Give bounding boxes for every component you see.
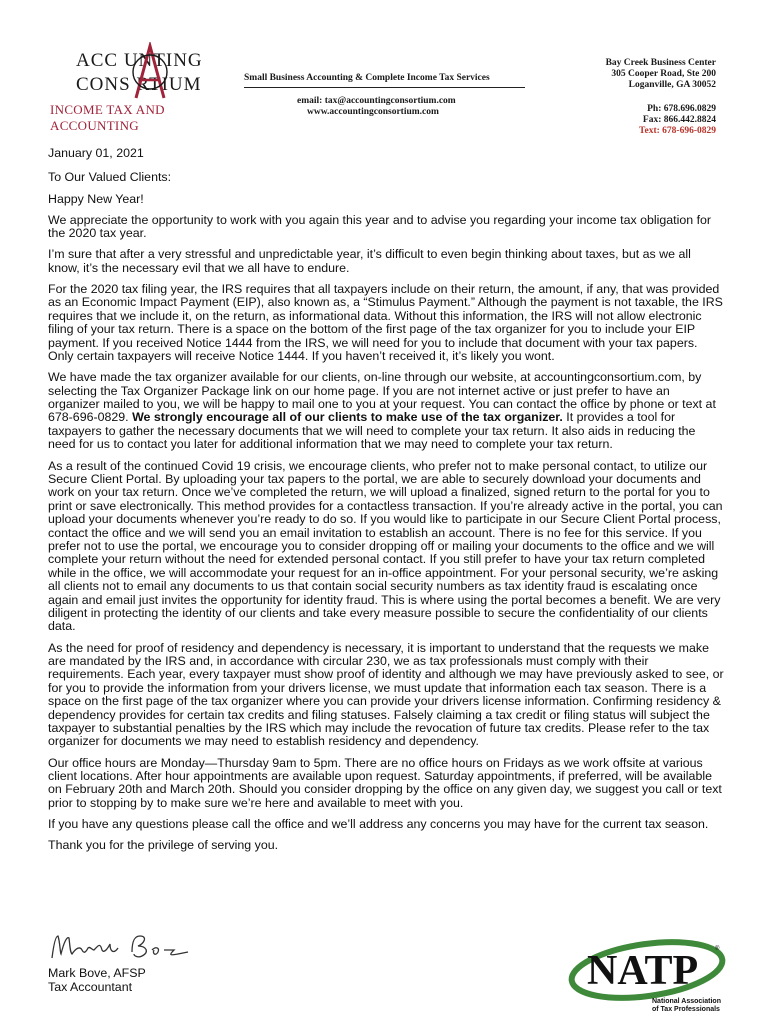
- paragraph-office-hours: Our office hours are Monday—Thursday 9am to 5pm. There are no office hours on Fridays as we work offsite at various client locations. After hour appointments are available upon request. Saturday appointments, if preferred, will be available on February 20th and March 20th. Should you consider dropping by the office on any given day, we suggest you call or text prior to stopping by to make sure we’re here and available to meet with you.: [48, 755, 722, 810]
- letter-closing: Thank you for the privilege of serving you.: [48, 838, 279, 853]
- fax-number: Fax: 866.442.8824: [642, 115, 716, 125]
- paragraph-questions: If you have any questions please call the office and we’ll address any concerns you may have for the current tax season.: [48, 817, 709, 832]
- address-line-1: Bay Creek Business Center: [605, 58, 716, 68]
- logo-line-accounting: ACC UNTING: [76, 50, 203, 71]
- company-logo: [50, 40, 220, 133]
- handwritten-signature: [48, 928, 198, 964]
- paragraph-organizer: [48, 371, 724, 451]
- letter-greeting: Happy New Year!: [48, 191, 144, 206]
- letter-salutation: To Our Valued Clients:: [48, 170, 172, 185]
- letter-body: [48, 147, 724, 860]
- letter-date: January 01, 2021: [48, 146, 144, 160]
- paragraph-intro: We appreciate the opportunity to work with you again this year and to advise you regarding your income tax obligation for the 2020 tax year.: [48, 212, 712, 241]
- address-line-3: Loganville, GA 30052: [628, 80, 716, 90]
- logo-a-emblem-icon: [130, 42, 170, 100]
- natp-caption-line-1: National Association: [652, 998, 721, 1005]
- phone-number: Ph: 678.696.0829: [647, 104, 716, 114]
- header-email[interactable]: email: tax@accountingconsortium.com: [297, 96, 456, 106]
- logo-tagline: INCOME TAX AND ACCOUNTING: [50, 102, 165, 133]
- natp-caption-line-2: of Tax Professionals: [652, 1006, 720, 1013]
- paragraph-portal: As a result of the continued Covid 19 crisis, we encourage clients, who prefer not to make personal contact, to utilize our Secure Client Portal. By uploading your tax papers to the portal, we are able to securely download your documents and work on your tax return. Once we’ve completed the return, we will upload a finalized, signed return to the portal for you to print or save electronically. This method provides for a contactless transaction. If you’re already active in the portal, you can upload your documents whenever you’re ready to do so. If you would like to participate in our Secure Client Portal process, contact the office and we will send you an email invitation to establish an account. There is no fee for this service. If you prefer not to use the portal, we encourage you to consider dropping off or mailing your documents to the office and we will complete your return without the need for extended personal contact. If you still prefer to have your tax return completed while in the office, we will accommodate your request for an in-office appointment. For your personal security, we’re asking all clients not to email any documents to us that contain social security numbers as tax identity fraud is escalating once again and email just invites the opportunity for identity fraud. This is where using the portal becomes a benefit. We are very diligent in protecting the identity of our clients and take every measure possible to secure the confidentiality of our clients data.: [48, 458, 723, 634]
- natp-letters: NATP: [587, 948, 699, 994]
- header-divider: [244, 87, 525, 88]
- organizer-emphasis: We strongly encourage all of our clients to make use of the tax organizer.: [132, 410, 563, 425]
- signer-name: Mark Bove, AFSP: [48, 966, 146, 980]
- header-website[interactable]: www.accountingconsortium.com: [307, 107, 439, 117]
- paragraph-residency: As the need for proof of residency and dependency is necessary, it is important to understand that the requests we make are mandated by the IRS and, in accordance with circular 230, we as tax professionals must comply with their requirements. Each year, every taxpayer must show proof of identity and although we may have previously asked to see, or for you to provide the information from your drivers license, we must update that information each tax season. There is a space on the first page of the tax organizer where you can provide your drivers license information. Confirming residency & dependency provides for certain tax credits and filing statuses. Falsely claiming a tax credit or filing status will subject the taxpayer to substantial penalties by the IRS which may include the revocation of future tax credits. Please refer to the tax organizer for documents we may need to establish residency and dependency.: [48, 640, 724, 749]
- logo-line-consortium: CONS RTIUM: [76, 74, 202, 95]
- organizer-text-a: We have made the tax organizer available for our clients, on-line through our website, at accountingconsortium.com, by selecting the Tax Organizer Package link on our home page. If you are not internet active or just prefer to have an organizer mailed to you, we will be happy to mail one to you at your request. You can contact the office by phone or text at 678-696-0829.: [48, 370, 716, 425]
- header-tagline: Small Business Accounting & Complete Income Tax Services: [244, 73, 490, 83]
- svg-text:®: ®: [715, 946, 720, 952]
- paragraph-eip: For the 2020 tax filing year, the IRS requires that all taxpayers include on their return, the amount, if any, that was provided as an Economic Impact Payment (EIP), also known as, a “Stimulus Payment.” Although the payment is not taxable, the IRS requires that we include it, on the return, as informational data. Without this information, the IRS will not allow electronic filing of your tax return. There is a space on the bottom of the first page of the tax organizer for you to include your EIP payment. If you received Notice 1444 from the IRS, we will need for you to include that document with your tax papers. Only certain taxpayers will receive Notice 1444. If you haven’t received it, it’s likely you wont.: [48, 282, 723, 364]
- text-number: Text: 678-696-0829: [639, 126, 716, 136]
- organizer-text-c: It provides a tool for taxpayers to gather the necessary documents that we will need to complete your tax return. It also aids in reducing the need for us to contact you later for additional information that we may need to complete your tax return.: [48, 410, 696, 452]
- signer-title: Tax Accountant: [48, 980, 133, 994]
- address-line-2: 305 Cooper Road, Ste 200: [611, 69, 716, 79]
- paragraph-stressful-year: I’m sure that after a very stressful and unpredictable year, it’s difficult to even begin thinking about taxes, but as we all know, it’s the necessary evil that we all have to endure.: [48, 247, 691, 275]
